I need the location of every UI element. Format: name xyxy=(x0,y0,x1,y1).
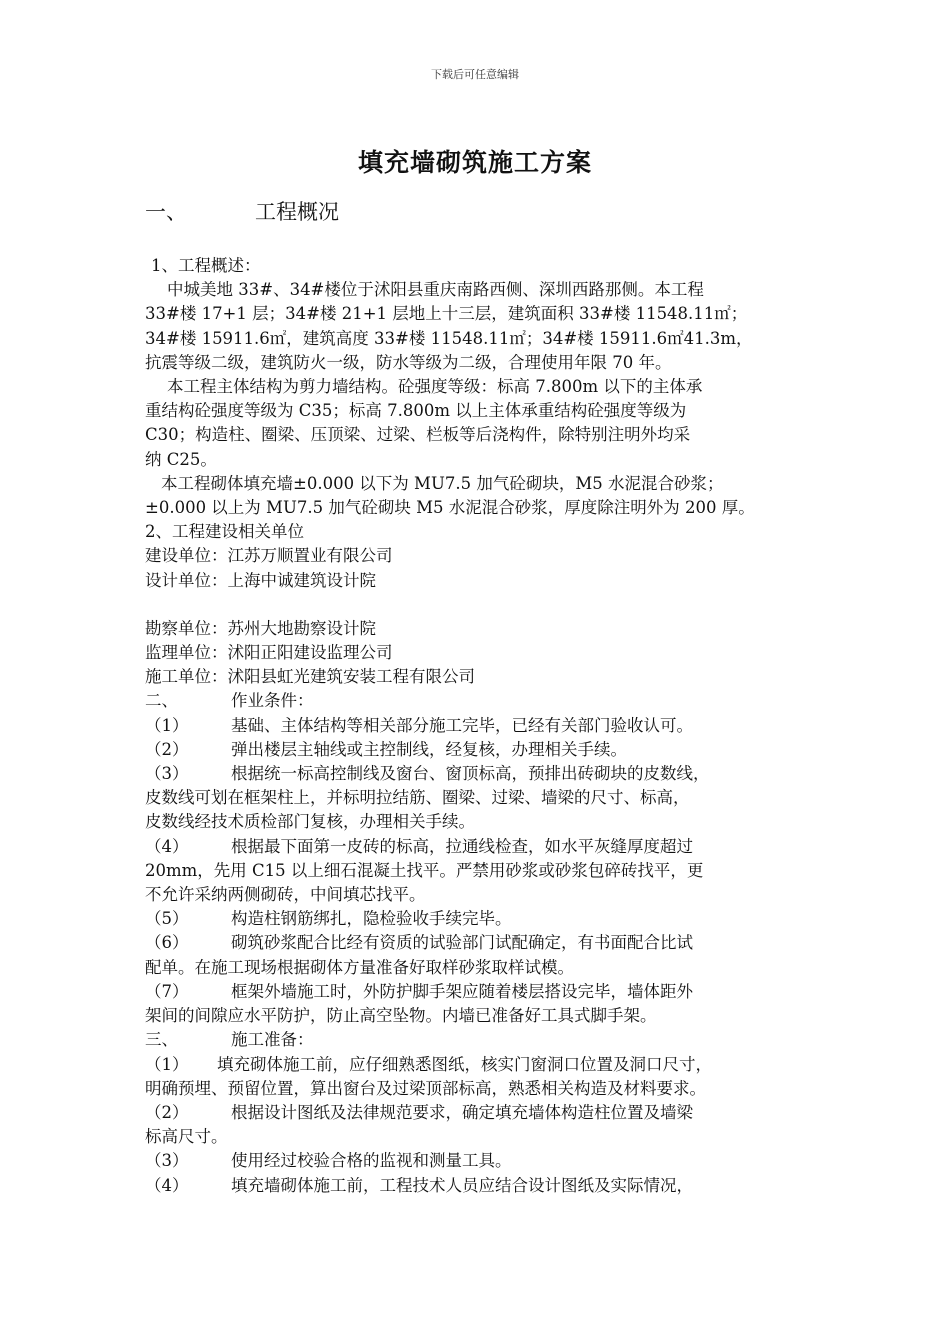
paragraph-line: 中城美地 33#、34#楼位于沭阳县重庆南路西侧、深圳西路那侧。本工程 xyxy=(167,280,704,300)
paragraph-line: 标高尺寸。 xyxy=(145,1127,228,1147)
item-number: （4） xyxy=(145,836,189,856)
paragraph-line: 本工程砌体填充墙±0.000 以下为 MU7.5 加气砼砌块，M5 水泥混合砂浆； xyxy=(161,473,724,493)
list-item xyxy=(145,907,805,931)
item-text: 填充砌体施工前，应仔细熟悉图纸，核实门窗洞口位置及洞口尺寸， xyxy=(217,1054,712,1074)
list-item xyxy=(145,738,805,762)
paragraph-line: C30；构造柱、圈梁、压顶梁、过梁、栏板等后浇构件，除特别注明外均采 xyxy=(145,425,691,445)
paragraph-line: 33#楼 17+1 层；34#楼 21+1 层地上十三层，建筑面积 33#楼 11548.11㎡； xyxy=(145,304,748,324)
section-heading-1 xyxy=(145,196,339,226)
item-number: （1） xyxy=(145,1054,189,1074)
list-item xyxy=(145,1149,805,1173)
list-item xyxy=(145,931,805,955)
section-label: 工程概况 xyxy=(255,200,339,224)
paragraph-line: 皮数线可划在框架柱上，并标明拉结筋、圈梁、过梁、墙梁的尺寸、标高， xyxy=(145,788,690,808)
item-number: （1） xyxy=(145,715,189,735)
item-text: 使用经过校验合格的监视和测量工具。 xyxy=(231,1151,512,1171)
unit-line: 设计单位：上海中诚建筑设计院 xyxy=(145,570,376,590)
paragraph-line: 架间的间隙应水平防护，防止高空坠物。内墙已准备好工具式脚手架。 xyxy=(145,1006,657,1026)
list-item xyxy=(145,980,805,1004)
section-number: 一、 xyxy=(145,200,187,224)
list-item xyxy=(145,762,805,786)
list-item xyxy=(145,714,805,738)
paragraph-line: 本工程主体结构为剪力墙结构。砼强度等级：标高 7.800m 以下的主体承 xyxy=(167,377,703,397)
paragraph-line: 不允许采纳两侧砌砖，中间填芯找平。 xyxy=(145,885,426,905)
item-number: （2） xyxy=(145,1102,189,1122)
paragraph-line: 抗震等级二级，建筑防火一级，防水等级为二级，合理使用年限 70 年。 xyxy=(145,352,672,372)
item-text: 根据设计图纸及法律规范要求，确定填充墙体构造柱位置及墙梁 xyxy=(231,1102,693,1122)
item-text: 根据最下面第一皮砖的标高，拉通线检查，如水平灰缝厚度超过 xyxy=(231,836,693,856)
unit-line: 施工单位：沭阳县虹光建筑安装工程有限公司 xyxy=(145,667,475,687)
paragraph-line: 配单。在施工现场根据砌体方量准备好取样砂浆取样试模。 xyxy=(145,957,574,977)
list-item xyxy=(145,1101,805,1125)
item-text: 框架外墙施工时，外防护脚手架应随着楼层搭设完毕，墙体距外 xyxy=(231,981,693,1001)
section-number: 三、 xyxy=(145,1030,178,1050)
paragraph-line: 34#楼 15911.6㎡，建筑高度 33#楼 11548.11㎡；34#楼 15911.6㎡41.3m， xyxy=(145,328,753,348)
paragraph-line: 20mm，先用 C15 以上细石混凝土找平。严禁用砂浆或砂浆包碎砖找平，更 xyxy=(145,860,704,880)
section-heading-2 xyxy=(145,689,805,713)
section-heading-3 xyxy=(145,1028,805,1052)
list-item xyxy=(145,1174,805,1198)
unit-line: 勘察单位：苏州大地勘察设计院 xyxy=(145,618,376,638)
item-number: （5） xyxy=(145,909,189,929)
paragraph-line: 明确预埋、预留位置，算出窗台及过梁顶部标高，熟悉相关构造及材料要求。 xyxy=(145,1078,706,1098)
item-text: 基础、主体结构等相关部分施工完毕，已经有关部门验收认可。 xyxy=(231,715,693,735)
item-text: 根据统一标高控制线及窗台、窗顶标高，预排出砖砌块的皮数线， xyxy=(231,764,710,784)
subheading: 1、工程概述： xyxy=(151,256,261,275)
document-body xyxy=(145,254,805,1198)
section-label: 作业条件： xyxy=(231,691,314,711)
item-number: （3） xyxy=(145,1151,189,1171)
section-number: 二、 xyxy=(145,691,178,711)
unit-line: 建设单位：江苏万顺置业有限公司 xyxy=(145,546,393,566)
paragraph-line: 重结构砼强度等级为 C35；标高 7.800m 以上主体承重结构砼强度等级为 xyxy=(145,401,687,421)
item-number: （4） xyxy=(145,1175,189,1195)
item-text: 构造柱钢筋绑扎，隐检验收手续完毕。 xyxy=(231,909,512,929)
list-item xyxy=(145,835,805,859)
item-number: （7） xyxy=(145,981,189,1001)
paragraph-line: 皮数线经技术质检部门复核，办理相关手续。 xyxy=(145,812,475,832)
list-item xyxy=(145,1053,805,1077)
page-header: 下载后可任意编辑 xyxy=(431,68,519,81)
item-number: （6） xyxy=(145,933,189,953)
item-number: （2） xyxy=(145,739,189,759)
unit-line: 监理单位：沭阳正阳建设监理公司 xyxy=(145,643,393,663)
document-title: 填充墙砌筑施工方案 xyxy=(357,148,592,177)
item-text: 填充墙砌体施工前，工程技术人员应结合设计图纸及实际情况， xyxy=(231,1175,693,1195)
item-text: 弹出楼层主轴线或主控制线，经复核，办理相关手续。 xyxy=(231,739,627,759)
item-text: 砌筑砂浆配合比经有资质的试验部门试配确定，有书面配合比试 xyxy=(231,933,693,953)
item-number: （3） xyxy=(145,764,189,784)
subheading: 2、工程建设相关单位 xyxy=(145,522,304,542)
section-label: 施工准备： xyxy=(231,1030,314,1050)
paragraph-line: ±0.000 以上为 MU7.5 加气砼砌块 M5 水泥混合砂浆，厚度除注明外为 200 厚。 xyxy=(145,498,755,518)
paragraph-line: 纳 C25。 xyxy=(145,449,217,469)
